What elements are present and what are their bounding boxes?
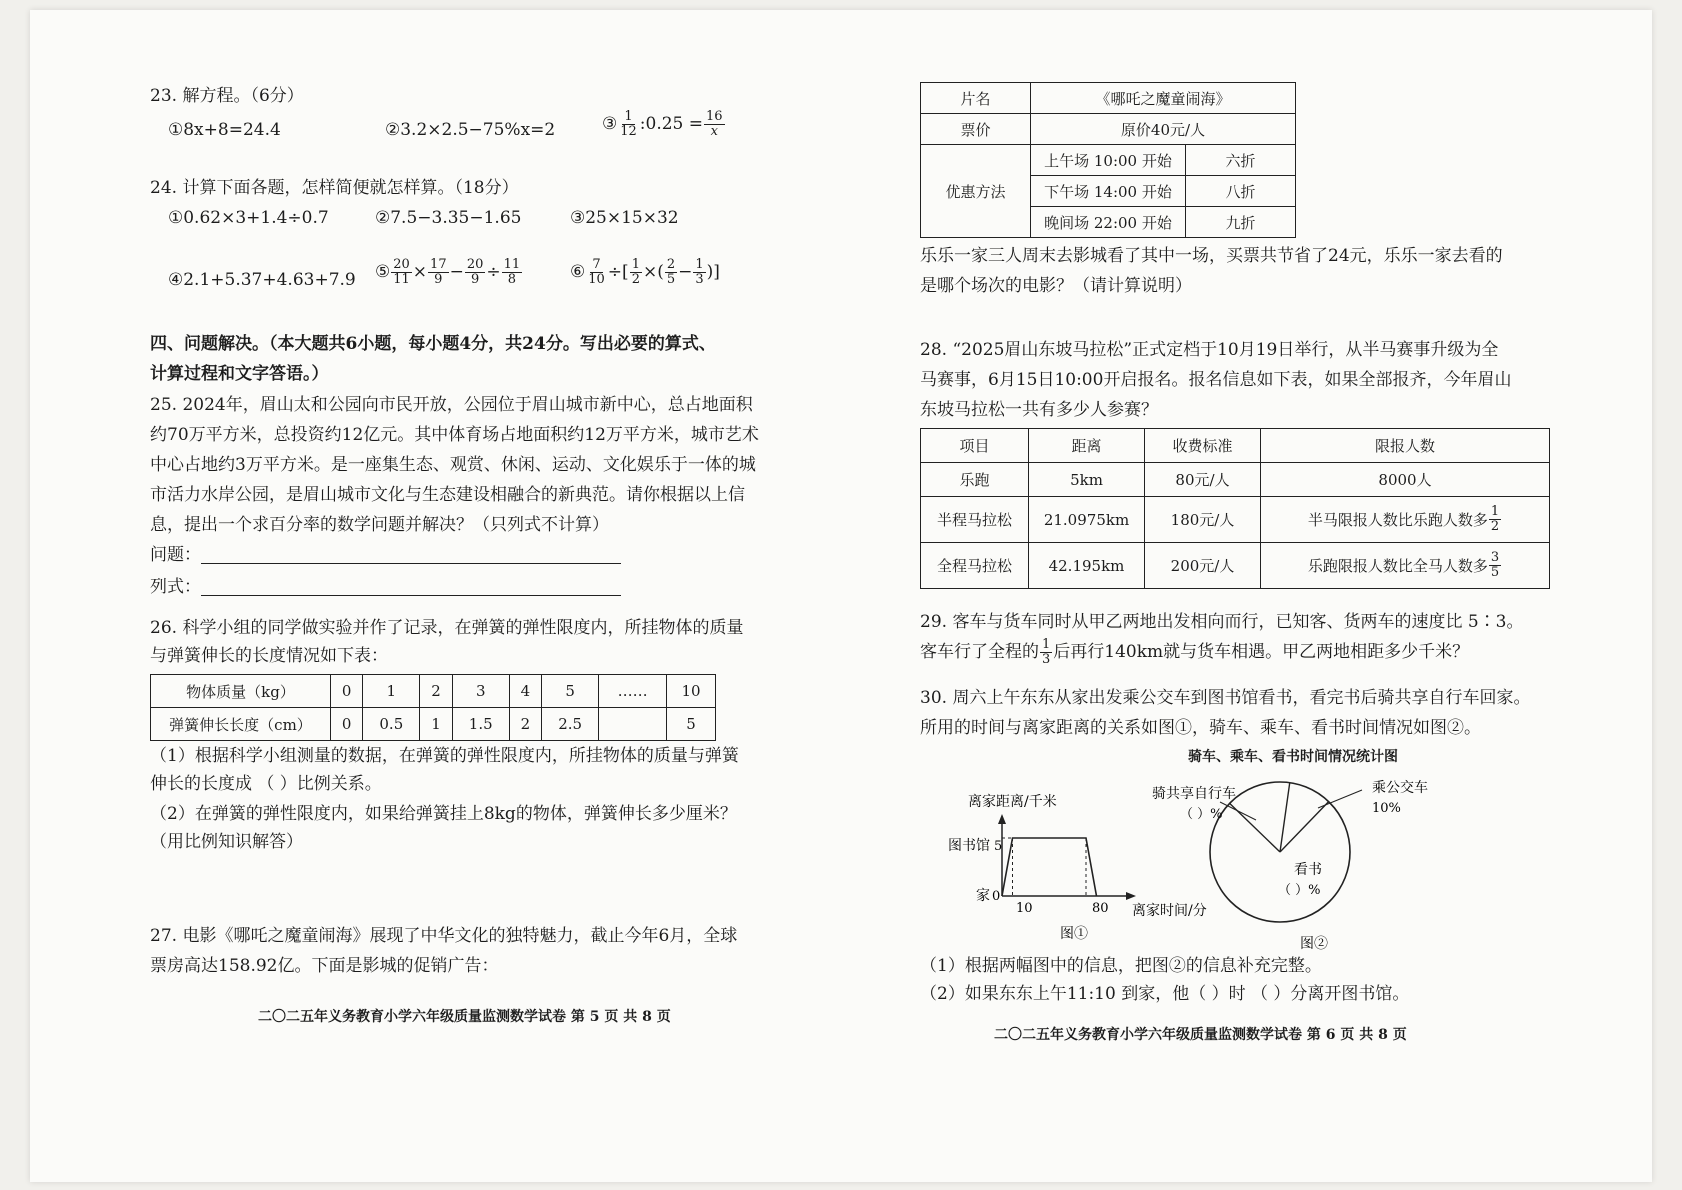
exam-sheet xyxy=(30,10,1652,1182)
pie-label-bus: 乘公交车 xyxy=(1372,780,1428,796)
q23-eq3-prefix: ③ xyxy=(602,113,618,134)
section4-heading: 四、问题解决。（本大题共6小题，每小题4分，共24分。写出必要的算式、 xyxy=(150,334,716,354)
page-6 xyxy=(920,10,1620,1182)
x-tick-80: 80 xyxy=(1092,901,1109,916)
table-cell: 5km xyxy=(1029,463,1145,497)
x-tick-10: 10 xyxy=(1016,901,1033,916)
q26-sub2-line1: （2）在弹簧的弹性限度内，如果给弹簧挂上8kg的物体，弹簧伸长多少厘米？ xyxy=(150,804,737,824)
fraction: $\frac{7}{10}$ xyxy=(588,257,605,287)
fraction: $\frac{11}{8}$ xyxy=(503,257,521,287)
table-row xyxy=(151,675,716,708)
pie-chart-title: 骑车、乘车、看书时间情况统计图 xyxy=(1188,749,1398,765)
x-axis-arrow xyxy=(1126,892,1136,900)
fraction: $\frac{1}{12}$ xyxy=(620,109,637,139)
table-cell: 0 xyxy=(331,675,363,708)
answer-blank[interactable] xyxy=(201,546,621,564)
table-cell: 收费标准 xyxy=(1145,429,1261,463)
pie-slice-boundary xyxy=(1280,783,1290,852)
table-cell: 票价 xyxy=(921,114,1031,145)
q25-question-label: 问题： xyxy=(150,545,201,565)
table-cell: 八折 xyxy=(1186,176,1296,207)
table-row xyxy=(151,708,716,741)
origin-label: 0 xyxy=(992,889,1001,904)
q28-line2: 马赛事，6月15日10:00开启报名。报名信息如下表，如果全部报齐，今年眉山 xyxy=(920,370,1512,390)
section4-heading-cont: 计算过程和文字答语。） xyxy=(150,364,329,384)
table-cell: 0 xyxy=(331,708,363,741)
q29-line2 xyxy=(920,638,1469,666)
q26-line1: 26. 科学小组的同学做实验并作了记录，在弹簧的弹性限度内，所挂物体的质量 xyxy=(150,618,744,638)
q24-e5: ⑤ $\frac{20}{11}$ × $\frac{17}{9}$ − $\frac{20}{9}$ ÷ $\frac{11}{8}$ xyxy=(375,257,521,287)
y-axis-label: 离家距离/千米 xyxy=(968,794,1057,810)
table-cell: 项目 xyxy=(921,429,1029,463)
q24-e2: ②7.5−3.35−1.65 xyxy=(375,208,522,228)
q29-line2-pre: 客车行了全程的 xyxy=(920,641,1039,662)
limit-text: 半马限报人数比乐跑人数多 xyxy=(1307,511,1488,529)
spring-table xyxy=(150,674,716,741)
table-row xyxy=(921,145,1296,176)
q30-sub2: （2）如果东东上午11:10 到家，他（ ）时 （ ）分离开图书馆。 xyxy=(920,984,1410,1004)
pie-label-bike: 骑共享自行车 xyxy=(1152,786,1236,802)
table-row xyxy=(921,543,1550,589)
fraction: $\frac{1}{2}$ xyxy=(631,257,640,287)
distance-series-line xyxy=(1002,838,1097,896)
table-cell: 全程马拉松 xyxy=(921,543,1029,589)
q23-eq3 xyxy=(602,110,726,138)
q30-sub1: （1）根据两幅图中的信息，把图②的信息补充完整。 xyxy=(920,956,1322,976)
q24-e1: ①0.62×3+1.4÷0.7 xyxy=(168,208,329,228)
q25-formula-line xyxy=(150,578,621,596)
table-cell: …… xyxy=(599,675,667,708)
table-cell: 3 xyxy=(452,675,509,708)
q26-sub1-line1: （1）根据科学小组测量的数据，在弹簧的弹性限度内，所挂物体的质量与弹簧 xyxy=(150,746,739,766)
table-cell: 上午场 10:00 开始 xyxy=(1031,145,1186,176)
q23-eq3-mid: :0.25 = xyxy=(639,113,704,134)
table-cell: 九折 xyxy=(1186,207,1296,238)
q27-cont-line1: 乐乐一家三人周末去影城看了其中一场，买票共节省了24元，乐乐一家去看的 xyxy=(920,246,1503,266)
q28-line3: 东坡马拉松一共有多少人参赛？ xyxy=(920,400,1158,420)
graph-marks xyxy=(1002,838,1097,896)
table-cell: 0.5 xyxy=(363,708,420,741)
table-cell: 乐跑 xyxy=(921,463,1029,497)
page-footer: 二〇二五年义务教育小学六年级质量监测数学试卷 第 6 页 共 8 页 xyxy=(994,1027,1407,1043)
q24-e3: ③25×15×32 xyxy=(570,208,679,228)
q25-formula-label: 列式： xyxy=(150,577,201,597)
table-cell: 片名 xyxy=(921,83,1031,114)
q25-question-line xyxy=(150,546,621,564)
q24-e4: ④2.1+5.37+4.63+7.9 xyxy=(168,270,356,290)
q24-e6: ⑥ $\frac{7}{10}$ ÷[ $\frac{1}{2}$ ×( $\frac{2}{5}$ − $\frac{1}{3}$ )] xyxy=(570,257,720,287)
table-cell: 5 xyxy=(667,708,716,741)
page-footer: 二〇二五年义务教育小学六年级质量监测数学试卷 第 5 页 共 8 页 xyxy=(258,1009,671,1025)
pie-leader-line xyxy=(1220,802,1256,820)
fraction: $\frac{1}{3}$ xyxy=(695,257,704,287)
q27-line2: 票房高达158.92亿。下面是影城的促销广告： xyxy=(150,956,499,976)
table-cell: 距离 xyxy=(1029,429,1145,463)
pie-caption: 图② xyxy=(1300,936,1328,952)
fraction: $\frac{1}{2}$ xyxy=(1490,504,1500,534)
table-cell xyxy=(1261,543,1550,589)
q30-line2: 所用的时间与离家距离的关系如图①，骑车、乘车、看书时间情况如图②。 xyxy=(920,718,1481,738)
table-cell xyxy=(1261,497,1550,543)
q28-line1: 28. “2025眉山东坡马拉松”正式定档于10月19日举行，从半马赛事升级为全 xyxy=(920,340,1499,360)
table-cell: 六折 xyxy=(1186,145,1296,176)
q29-line1: 29. 客车与货车同时从甲乙两地出发相向而行，已知客、货两车的速度比 5∶3。 xyxy=(920,612,1524,632)
table-cell: 4 xyxy=(509,675,541,708)
table-cell: 2 xyxy=(420,675,452,708)
table-cell: 半程马拉松 xyxy=(921,497,1029,543)
fraction: $\frac{1}{3}$ xyxy=(1042,637,1051,667)
table-cell: 弹簧伸长长度（cm） xyxy=(151,708,331,741)
marathon-table xyxy=(920,428,1550,589)
answer-blank[interactable] xyxy=(201,578,621,596)
q23-title: 23. 解方程。（6分） xyxy=(150,86,304,106)
pie-marks xyxy=(1210,782,1362,922)
q23-eq1: ①8x+8=24.4 xyxy=(168,120,281,140)
fraction: $\frac{3}{5}$ xyxy=(1490,550,1500,580)
table-cell: 《哪吒之魔童闹海》 xyxy=(1031,83,1296,114)
time-pie-chart xyxy=(1150,762,1460,952)
table-cell: 10 xyxy=(667,675,716,708)
library-label: 图书馆 xyxy=(948,838,990,854)
table-cell: 2.5 xyxy=(542,708,599,741)
y-tick-5: 5 xyxy=(994,839,1003,854)
table-cell: 200元/人 xyxy=(1145,543,1261,589)
table-cell: 1 xyxy=(363,675,420,708)
q29-line2-post: 后再行140km就与货车相遇。甲乙两地相距多少千米？ xyxy=(1053,641,1470,662)
x-axis-label: 离家时间/分 xyxy=(1132,903,1207,919)
table-cell: 80元/人 xyxy=(1145,463,1261,497)
table-cell: 1 xyxy=(420,708,452,741)
table-cell: 5 xyxy=(542,675,599,708)
table-cell: 1.5 xyxy=(452,708,509,741)
table-cell: 21.0975km xyxy=(1029,497,1145,543)
pie-label-read: 看书 xyxy=(1294,862,1322,878)
table-cell: 优惠方法 xyxy=(921,145,1031,238)
fraction: $\frac{2}{5}$ xyxy=(666,257,676,287)
table-cell: 下午场 14:00 开始 xyxy=(1031,176,1186,207)
fraction: $\frac{16}{x}$ xyxy=(706,109,723,139)
table-cell: 晚间场 22:00 开始 xyxy=(1031,207,1186,238)
table-cell: 限报人数 xyxy=(1261,429,1550,463)
q26-sub1-line2: 伸长的长度成 （ ）比例关系。 xyxy=(150,774,382,794)
fraction: $\frac{17}{9}$ xyxy=(430,257,447,287)
page-5 xyxy=(150,10,830,1182)
q26-line2: 与弹簧伸长的长度情况如下表： xyxy=(150,646,388,666)
table-cell: 物体质量（kg） xyxy=(151,675,331,708)
table-row xyxy=(921,83,1296,114)
table-cell: 180元/人 xyxy=(1145,497,1261,543)
q24-title: 24. 计算下面各题，怎样简便就怎样算。（18分） xyxy=(150,178,519,198)
table-cell: 8000人 xyxy=(1261,463,1550,497)
limit-text: 乐跑限报人数比全马人数多 xyxy=(1307,557,1488,575)
home-label: 家 xyxy=(976,888,990,904)
q23-eq2: ②3.2×2.5−75%x=2 xyxy=(385,120,556,140)
table-cell xyxy=(599,708,667,741)
table-row xyxy=(921,114,1296,145)
pie-slice-boundary xyxy=(1280,802,1329,852)
table-cell: 42.195km xyxy=(1029,543,1145,589)
table-cell: 2 xyxy=(509,708,541,741)
y-axis-arrow xyxy=(998,814,1006,824)
table-row xyxy=(921,463,1550,497)
q30-line1: 30. 周六上午东东从家出发乘公交车到图书馆看书，看完书后骑共享自行车回家。 xyxy=(920,688,1531,708)
q27-line1: 27. 电影《哪吒之魔童闹海》展现了中华文化的独特魅力，截止今年6月，全球 xyxy=(150,926,738,946)
table-row xyxy=(921,497,1550,543)
fraction: $\frac{20}{9}$ xyxy=(466,257,484,287)
pie-pct-bus: 10% xyxy=(1372,801,1401,816)
pie-pct-bike: （ ）% xyxy=(1180,807,1223,822)
fraction: $\frac{20}{11}$ xyxy=(393,257,410,287)
table-row xyxy=(921,429,1550,463)
table-cell: 原价40元/人 xyxy=(1031,114,1296,145)
pie-pct-read: （ ）% xyxy=(1278,883,1321,898)
graph-caption: 图① xyxy=(1060,926,1088,942)
q27-cont-line2: 是哪个场次的电影？（请计算说明） xyxy=(920,276,1192,296)
movie-promo-table xyxy=(920,82,1296,238)
q26-sub2-line2: （用比例知识解答） xyxy=(150,832,303,852)
q25-text: 25. 2024年，眉山太和公园向市民开放，公园位于眉山城市新中心，总占地面积约70万平方米，总投资约12亿元。其中体育场占地面积约12万平方米，城市艺术中心占地约3万平方米。是一座集生态、观赏、休闲、运动、文化娱乐于一体的城市活力水岸公园，是眉山城市文化与生态建设相融合的新典范。请你根据以上信息，提出一个求百分率的数学问题并解决？（只列式不计算） xyxy=(150,395,759,535)
